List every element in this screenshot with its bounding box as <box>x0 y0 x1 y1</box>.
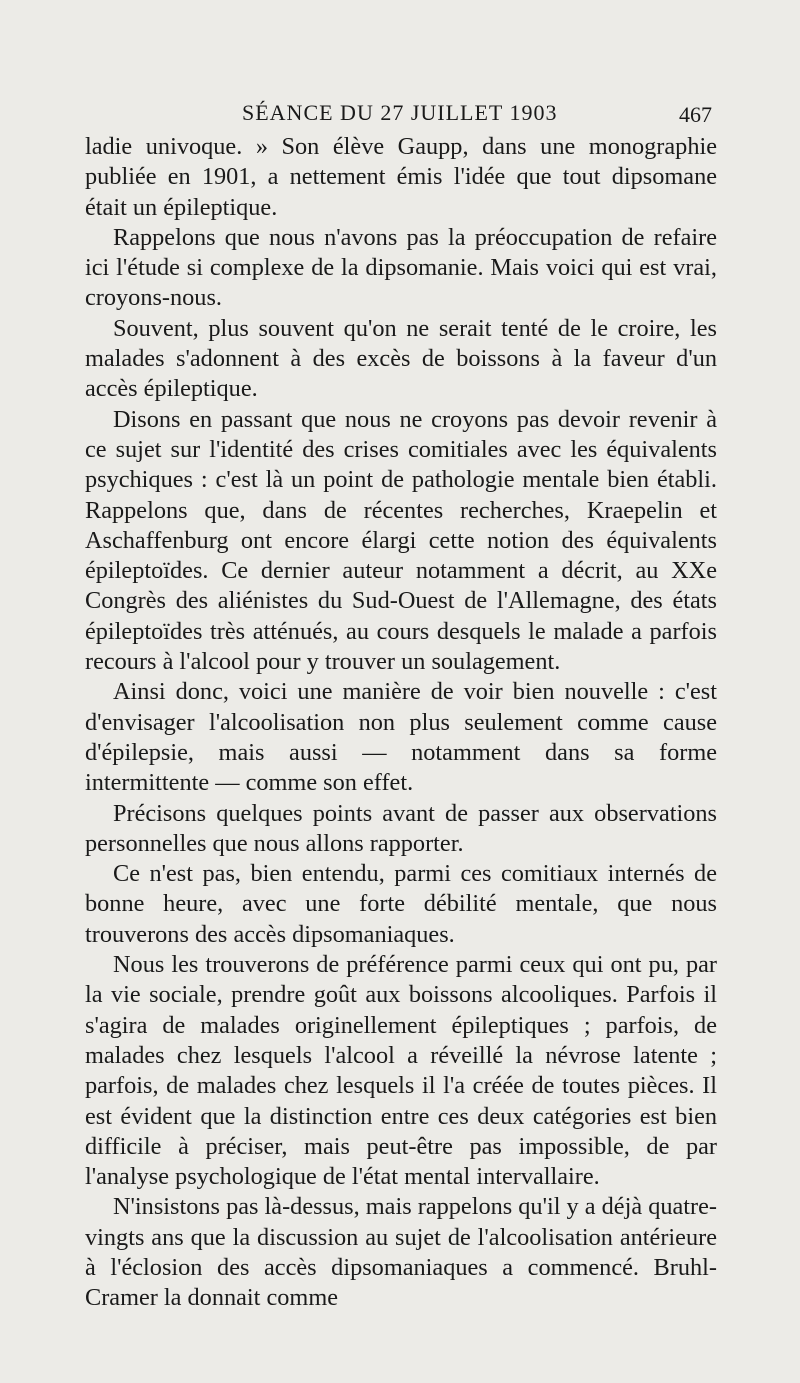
paragraph: Nous les trouverons de préférence parmi ceux qui ont pu, par la vie sociale, prendre goût aux boissons alcooliques. Parfois il s'agira de malades originellement épileptiques ; parfois, de malades chez lesquels l'alcool a réveillé la névrose latente ; parfois, de malades chez lesquels il l'a créée de toutes pièces. Il est évident que la distinction entre ces deux catégories est bien difficile à préciser, mais peut-être pas impossible, de par l'analyse psychologique de l'état mental intervallaire. <box>85 951 717 1191</box>
paragraph: Précisons quelques points avant de passer aux observations personnelles que nous allons rapporter. <box>85 799 717 857</box>
page-header <box>0 100 800 132</box>
running-title: SÉANCE DU 27 JUILLET 1903 <box>242 100 558 125</box>
paragraph: Disons en passant que nous ne croyons pas devoir revenir à ce sujet sur l'identité des crises comitiales avec les équivalents psychiques : c'est là un point de pathologie mentale bien établi. Rappelons que, dans de récentes recherches, Kraepelin et Aschaffenburg ont encore élargi cette notion des équivalents épileptoïdes. Ce dernier auteur notamment a décrit, au XXe Congrès des aliénistes du Sud-Ouest de l'Allemagne, des états épileptoïdes très atténués, au cours desquels le malade a parfois recours à l'alcool pour y trouver un soulagement. <box>85 405 717 676</box>
paragraph: Ainsi donc, voici une manière de voir bien nouvelle : c'est d'envisager l'alcoolisation non plus seulement comme cause d'épilepsie, mais aussi — notamment dans sa forme intermittente — comme son effet. <box>85 678 717 797</box>
body-text <box>85 132 717 1314</box>
paragraph: Souvent, plus souvent qu'on ne serait tenté de le croire, les malades s'adonnent à des excès de boissons à la faveur d'un accès épileptique. <box>85 314 717 403</box>
paragraph: Ce n'est pas, bien entendu, parmi ces comitiaux internés de bonne heure, avec une forte débilité mentale, que nous trouverons des accès dipsomaniaques. <box>85 860 717 948</box>
page-number: 467 <box>679 102 712 127</box>
paragraph: N'insistons pas là-dessus, mais rappelons qu'il y a déjà quatre-vingts ans que la discussion au sujet de l'alcoolisation antérieure à l'éclosion des accès dipsomaniaques a commencé. Bruhl-Cramer la donnait comme <box>85 1193 717 1312</box>
paragraph: Rappelons que nous n'avons pas la préoccupation de refaire ici l'étude si complexe de la dipsomanie. Mais voici qui est vrai, croyons-nous. <box>85 223 717 312</box>
paragraph: ladie univoque. » Son élève Gaupp, dans une monographie publiée en 1901, a nettement émis l'idée que tout dipsomane était un épileptique. <box>85 133 717 221</box>
